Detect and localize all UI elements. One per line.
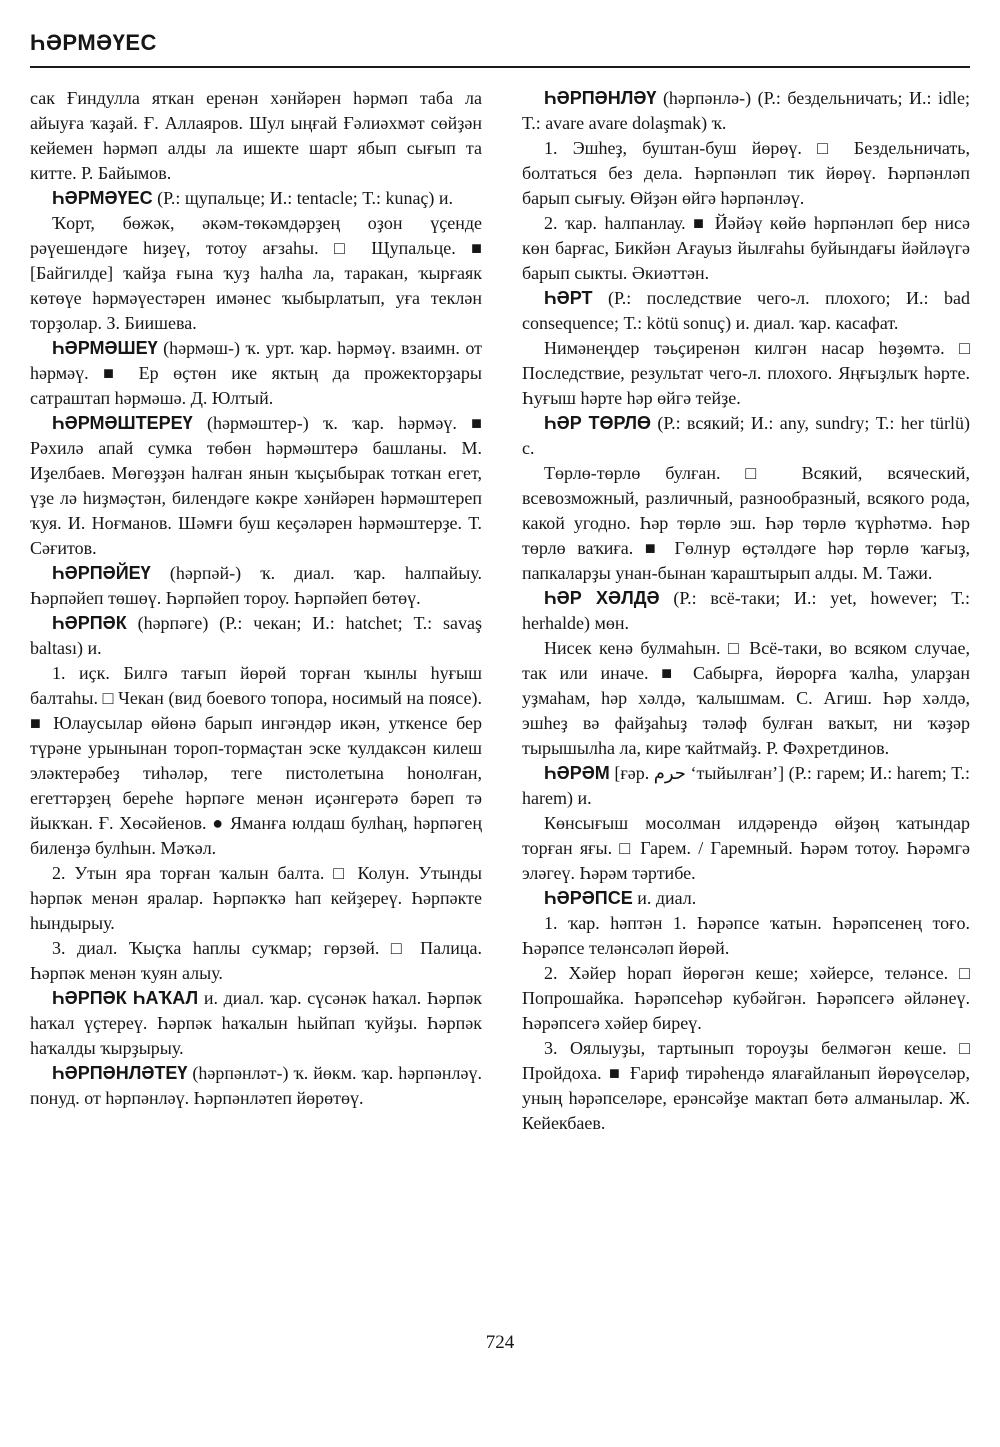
entry-paragraph xyxy=(30,86,482,186)
entry-text: 1. ҡар. һәптән 1. Һәрәпсе ҡатын. Һәрәпсенең тоғо. Һәрәпсе теләнсәләп йөрөй. xyxy=(522,913,970,958)
entry-text: (һәрпәнләт-) ҡ. йөкм. ҡар. һәрпәнләү. понуд. от һәрпәнләү. Һәрпәнләтеп йөрөтөү. xyxy=(30,1063,482,1108)
entry-text: (һәрпәге) (Р.: чекан; И.: hatchet; Т.: savaş baltası) и. xyxy=(30,613,482,658)
entry-text: 2. Хәйер һорап йөрөгән кеше; хәйерсе, теләнсе. □ Попрошайка. Һәрәпсеһәр кубәйгән. Һәрәпсегә әйләнеү. Һәрәпсегә хәйер биреү. xyxy=(522,963,970,1033)
entry-paragraph xyxy=(30,861,482,936)
entry-text: (һәрмәш-) ҡ. урт. ҡар. һәрмәү. взаимн. от һәрмәү. ■ Ер өҫтөн ике яктың да прожекторҙары сатраштап һәрмәшә. Д. Юлтый. xyxy=(30,338,482,408)
entry-text: и. диал. xyxy=(632,888,697,908)
dictionary-entry xyxy=(30,186,482,211)
headword: ҺӘРМӘШТЕРЕҮ xyxy=(52,413,193,433)
entry-text: 1. иҫк. Билгә тағып йөрөй торған ҡынлы һуғыш балтаһы. □ Чекан (вид боевого топора, носимый на поясе). ■ Юлаусылар өйөнә барып ингәндәр икән, уткенсе бер түрәне урынынан тороп-тормаҫтан эске ҡулдаксән килеш эләктерәбеҙ тиһәләр, тегe пистолетына һонолған, егеттәрҙең береһе һәрпәгe менән иҫәнгерәтә бәреп тә йыкҡан. Ғ. Хөсәйенов. ● Яманға юлдаш булһаң, һәрпәгeң биленҙә булһын. Мәҡәл. xyxy=(30,663,482,858)
headword: ҺӘРПӘК xyxy=(52,613,127,633)
entry-paragraph xyxy=(30,211,482,336)
entry-text: (Р.: всё-таки; И.: yet, however; Т.: herhalde) мөн. xyxy=(522,588,971,633)
dictionary-entry xyxy=(30,411,482,561)
headword: ҺӘРТ xyxy=(544,288,593,308)
dictionary-entry xyxy=(522,86,970,136)
entry-text: Нисек кенә булмаһын. □ Всё-таки, во всяком случае, так или иначе. ■ Сабырға, йөрорға ҡалһа, уларҙан уҙмаһам, һәр хәлдә, ҡалышмам. С. Агиш. Һәр хәлдә, эшһеҙ вә файҙаһыҙ тәләф булған ваҡыт, ни ҡәҙәр тырышылһа ла, кире ҡайтмайҙ. Р. Фәхретдинов. xyxy=(522,638,970,758)
entry-text: (һәрмәштер-) ҡ. ҡар. һәрмәү. ■ Рәхилә апай сумка төбөн һәрмәштерә башланы. М. Иҙелбаев. Мөгөҙҙән һалған янын ҡыҫыбырак тоткан егет, үҙе лә һиҙмәҫтән, билендәге кәкре хәнйәрен һәрмәштереп ҡуя. И. Ноғманов. Шәмғи буш кеҫәләрен һәрмәштерҙе. Т. Сәғитов. xyxy=(30,413,482,558)
entry-text: 3. Оялыуҙы, тартынып тороуҙы белмәгән кеше. □ Пройдоха. ■ Ғариф тирәһендә ялағайланып йөрөүселәр, уның һәрәпселәре, ерәнсәйҙе мактап бөтә алманылар. Ж. Кейекбаев. xyxy=(522,1038,970,1133)
entry-text: (Р.: последствие чего-л. плохого; И.: bad consequence; Т.: kötü sonuç) и. диал. ҡар. касафат. xyxy=(522,288,970,333)
headword: ҺӘРМӘШЕҮ xyxy=(52,338,158,358)
entry-paragraph xyxy=(522,461,970,586)
entry-text: (Р.: всякий; И.: any, sundry; Т.: her türlü) с. xyxy=(522,413,970,458)
entry-text: 2. Утын яра торған ҡалын балта. □ Колун. Утынды һәрпәк менән яралар. Һәрпәкҡә һап кейҙереү. Һәрпәкте һындырыу. xyxy=(30,863,482,933)
left-column xyxy=(30,86,482,1111)
dictionary-entry xyxy=(30,1061,482,1111)
headword: ҺӘРПӘЙЕҮ xyxy=(52,563,151,583)
dictionary-entry xyxy=(522,286,970,336)
dictionary-entry xyxy=(30,611,482,661)
headword: ҺӘРПӘНЛӘҮ xyxy=(544,88,657,108)
dictionary-entry xyxy=(522,411,970,461)
headword: ҺӘР ТӨРЛӨ xyxy=(544,413,652,433)
entry-text: 2. ҡар. һалпанлау. ■ Йәйәү көйө һәрпәнләп бер нисә көн барғас, Бикйән Ағауыз йылғаһы буйындағы йәйләүгә барып сыкты. Әкиәттән. xyxy=(522,213,970,283)
headword: ҺӘРПӘНЛӘТЕҮ xyxy=(52,1063,188,1083)
entry-paragraph xyxy=(30,936,482,986)
right-column xyxy=(522,86,970,1136)
dictionary-entry xyxy=(522,761,970,811)
entry-paragraph xyxy=(522,636,970,761)
headword: ҺӘРӘПСЕ xyxy=(544,888,633,908)
entry-text: сак Ғиндулла яткан еренән хәнйәрен һәрмәп таба ла айыуға ҡаҙай. Ғ. Аллаяров. Шул ыңғай Ғәлиәхмәт сөйҙән кейемен һәрмәп алды ла ишекте шарт ябып сығып та китте. Р. Байымов. xyxy=(30,88,482,183)
entry-text: (һәрпәнлә-) (Р.: бездельничать; И.: idle; Т.: avare avare dolaşmak) ҡ. xyxy=(522,88,970,133)
page-number: 724 xyxy=(485,1332,515,1353)
headword: ҺӘРПӘК ҺАҠАЛ xyxy=(52,988,199,1008)
headword: ҺӘРӘМ xyxy=(544,763,610,783)
header-rule xyxy=(30,66,970,68)
dictionary-entry xyxy=(30,561,482,611)
entry-text: 1. Эшһеҙ, буштан-буш йөрөү. □ Бездельничать, болтаться без дела. Һәрпәнләп тик йөрөү. Һәрпәнләп барып сығыу. Өйҙән өйгә һәрпәнләү. xyxy=(522,138,970,208)
entry-paragraph xyxy=(522,211,970,286)
entry-text: Нимәнеңдер тәьҫиренән килгән насар һөҙөмтә. □ Последствие, результат чего-л. плохого. Яңғыҙлыҡ һәрте. Һуғыш һәрте һәр өйгә тейҙе. xyxy=(522,338,970,408)
entry-text: Ҡорт, бөжәк, әкәм-төкәмдәрҙең оҙон үҫенде рәүешендәге һиҙеү, тотоу ағзаһы. □ Щупальце. ■ [Байгилде] ҡайҙа ғына ҡуҙ һалһа ла, таракан, ҡырғаяк көтөүе һәрмәүестәрен имәнес ҡыбырлатып, уға теклән торҙолар. З. Биишева. xyxy=(30,213,482,333)
entry-paragraph xyxy=(522,911,970,961)
dictionary-entry xyxy=(522,586,970,636)
headword: ҺӘР ХӘЛДӘ xyxy=(544,588,660,608)
entry-paragraph xyxy=(522,961,970,1036)
entry-text: Төрлө-төрлө булған. □ Всякий, всяческий, всевозможный, различный, разнообразный, всякого рода, какой угодно. Һәр төрлө эш. Һәр төрлө ҡүрһәтмә. Һәр төрлө ваҡиға. ■ Гөлнур өҫтәлдәге һәр төрлө ҡағыҙ, папкаларҙы унан-бынан ҡараштырып алды. М. Тажи. xyxy=(522,463,970,583)
entry-paragraph xyxy=(522,136,970,211)
entry-paragraph xyxy=(522,811,970,886)
dictionary-entry xyxy=(30,336,482,411)
entry-text: (һәрпәй-) ҡ. диал. ҡар. һалпайыу. Һәрпәйеп төшөү. Һәрпәйеп тороу. Һәрпәйеп бөтөү. xyxy=(30,563,482,608)
dictionary-entry xyxy=(30,986,482,1061)
entry-text: (Р.: щупальце; И.: tentacle; Т.: kunaç) и. xyxy=(152,188,454,208)
headword: ҺӘРМӘҮЕС xyxy=(52,188,153,208)
entry-paragraph xyxy=(30,661,482,861)
entry-text: и. диал. ҡар. сүсәнәк һаҡал. Һәрпәк һаҡал үҫтереү. Һәрпәк һаҡалын һыйпап ҡуйҙы. Һәрпәк һаҡалды ҡырҙырыу. xyxy=(30,988,482,1058)
entry-text: Көнсығыш мосолман илдәрендә өйҙөң ҡатындар торған яғы. □ Гарем. / Гаремный. Һәрәм тотоу. Һәрәмгә эләгеү. Һәрәм тәртибе. xyxy=(522,813,970,883)
running-head: ҺӘРМӘҮЕС xyxy=(30,30,157,55)
entry-text: 3. диал. Ҡыҫҡа һаплы суҡмар; гөрзөй. □ Палица. Һәрпәк менән ҡуян алыу. xyxy=(30,938,482,983)
entry-paragraph xyxy=(522,336,970,411)
entry-text: [ғәр. حرم ‘тыйылған’] (Р.: гарем; И.: harem; Т.: harem) и. xyxy=(522,763,970,808)
entry-paragraph xyxy=(522,1036,970,1136)
dictionary-entry xyxy=(522,886,970,911)
